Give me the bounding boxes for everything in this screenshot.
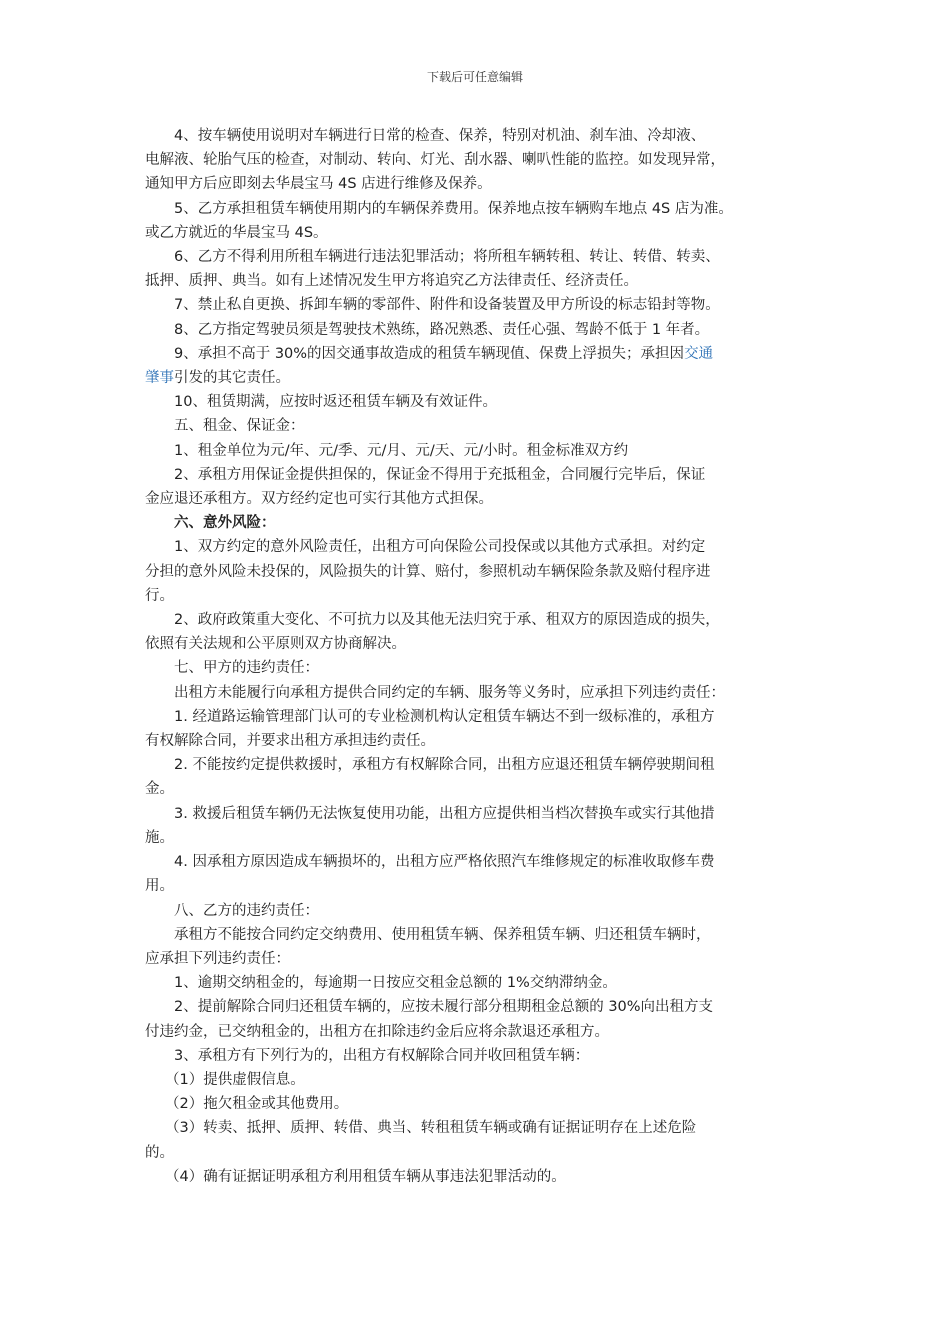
paragraph [145,899,805,923]
paragraph-line [145,342,805,366]
paragraph [145,124,805,197]
paragraph [145,1116,805,1164]
paragraph [145,414,805,438]
text-span: 引发的其它责任。 [174,370,290,387]
paragraph-line: 1、逾期交纳租金的，每逾期一日按应交租金总额的 1%交纳滞纳金。 [174,975,617,992]
paragraph [145,511,805,535]
paragraph [145,1044,805,1068]
paragraph-line: 抵押、质押、典当。如有上述情况发生甲方将追究乙方法律责任、经济责任。 [145,273,638,290]
page-header: 下载后可任意编辑 [426,70,523,84]
paragraph-line: 电解液、轮胎气压的检查，对制动、转向、灯光、刮水器、喇叭性能的监控。如发现异常， [145,152,725,169]
paragraph-line: （1）提供虚假信息。 [165,1071,305,1088]
paragraph-line: 3. 救援后租赁车辆仍无法恢复使用功能，出租方应提供相当档次替换车或实行其他措 [174,805,715,822]
paragraph [145,1068,805,1092]
paragraph [145,197,805,245]
paragraph [145,1092,805,1116]
paragraph-line: （4）确有证据证明承租方利用租赁车辆从事违法犯罪活动的。 [165,1168,566,1185]
paragraph [145,245,805,293]
paragraph [145,656,805,680]
paragraph-line [145,366,805,390]
paragraph [145,293,805,317]
paragraph-line: 10、租赁期满，应按时返还租赁车辆及有效证件。 [174,394,497,411]
paragraph [145,971,805,995]
paragraph-line: 7、禁止私自更换、拆卸车辆的零部件、附件和设备装置及甲方所设的标志铅封等物。 [174,297,720,314]
paragraph-line: 2、政府政策重大变化、不可抗力以及其他无法归究于承、租双方的原因造成的损失， [174,612,720,629]
paragraph-line: （2）拖欠租金或其他费用。 [165,1096,349,1113]
paragraph-line: 出租方未能履行向承租方提供合同约定的车辆、服务等义务时，应承担下列违约责任： [174,684,725,701]
paragraph [145,923,805,971]
paragraph-line: 4. 因承租方原因造成车辆损坏的，出租方应严格依照汽车维修规定的标准收取修车费 [174,854,715,871]
paragraph-line: 承租方不能按合同约定交纳费用、使用租赁车辆、保养租赁车辆、归还租赁车辆时， [174,926,711,943]
paragraph-line: 付违约金，已交纳租金的，出租方在扣除违约金后应将余款退还承租方。 [145,1023,609,1040]
paragraph-line: 4、按车辆使用说明对车辆进行日常的检查、保养，特别对机油、刹车油、冷却液、 [174,128,706,144]
paragraph [145,318,805,342]
paragraph-line: （3）转卖、抵押、质押、转借、典当、转租租赁车辆或确有证据证明存在上述危险 [165,1120,697,1137]
paragraph-line: 五、租金、保证金： [174,418,305,435]
paragraph [145,463,805,511]
paragraph-line: 或乙方就近的华晨宝马 4S。 [145,224,328,241]
paragraph-line: 金应退还承租方。双方经约定也可实行其他方式担保。 [145,491,493,508]
paragraph [145,439,805,463]
paragraph-line: 6、乙方不得利用所租车辆进行违法犯罪活动；将所租车辆转租、转让、转借、转卖、 [174,249,720,266]
paragraph [145,705,805,753]
paragraph-line: 1. 经道路运输管理部门认可的专业检测机构认定租赁车辆达不到一级标准的，承租方 [174,708,715,725]
paragraph-line: 八、乙方的违约责任： [174,902,319,919]
paragraph [145,995,805,1043]
paragraph-line: 施。 [145,829,174,846]
paragraph-line: 2、提前解除合同归还租赁车辆的，应按未履行部分租期租金总额的 30%向出租方支 [174,999,714,1016]
paragraph [145,753,805,801]
paragraph-line: 行。 [145,587,174,604]
paragraph-line: 1、双方约定的意外风险责任，出租方可向保险公司投保或以其他方式承担。对约定 [174,539,706,556]
paragraph-line: 1、租金单位为元/年、元/季、元/月、元/天、元/小时。租金标准双方约 [174,442,629,459]
paragraph-line: 依照有关法规和公平原则双方协商解决。 [145,636,406,653]
paragraph-line: 应承担下列违约责任： [145,950,290,967]
paragraph-line: 金。 [145,781,174,798]
document-body [145,124,805,1189]
paragraph-line: 六、意外风险： [174,515,276,532]
paragraph-line: 2. 不能按约定提供救援时，承租方有权解除合同，出租方应退还租赁车辆停驶期间租 [174,757,715,774]
hyperlink-traffic[interactable]: 交通 [684,345,714,362]
paragraph-line: 用。 [145,878,174,895]
paragraph [145,802,805,850]
paragraph [145,850,805,898]
paragraph [145,535,805,608]
paragraph-line: 2、承租方用保证金提供担保的，保证金不得用于充抵租金，合同履行完毕后，保证 [174,466,706,483]
hyperlink-accident[interactable]: 肇事 [145,370,174,387]
paragraph-line: 8、乙方指定驾驶员须是驾驶技术熟练，路况熟悉、责任心强、驾龄不低于 1 年者。 [174,321,710,338]
paragraph [145,608,805,656]
paragraph [145,342,805,390]
paragraph-line: 通知甲方后应即刻去华晨宝马 4S 店进行维修及保养。 [145,176,492,193]
text-span: 9、承担不高于 30%的因交通事故造成的租赁车辆现值、保费上浮损失；承担因 [174,345,685,362]
paragraph-line: 有权解除合同，并要求出租方承担违约责任。 [145,733,435,750]
paragraph-line: 的。 [145,1144,174,1161]
paragraph [145,1165,805,1189]
paragraph-line: 分担的意外风险未投保的，风险损失的计算、赔付，参照机动车辆保险条款及赔付程序进 [145,563,711,580]
paragraph [145,681,805,705]
paragraph-line: 七、甲方的违约责任： [174,660,319,677]
paragraph-line: 5、乙方承担租赁车辆使用期内的车辆保养费用。保养地点按车辆购车地点 4S 店为准。 [174,200,733,217]
paragraph [145,390,805,414]
paragraph-line: 3、承租方有下列行为的，出租方有权解除合同并收回租赁车辆： [174,1047,590,1064]
